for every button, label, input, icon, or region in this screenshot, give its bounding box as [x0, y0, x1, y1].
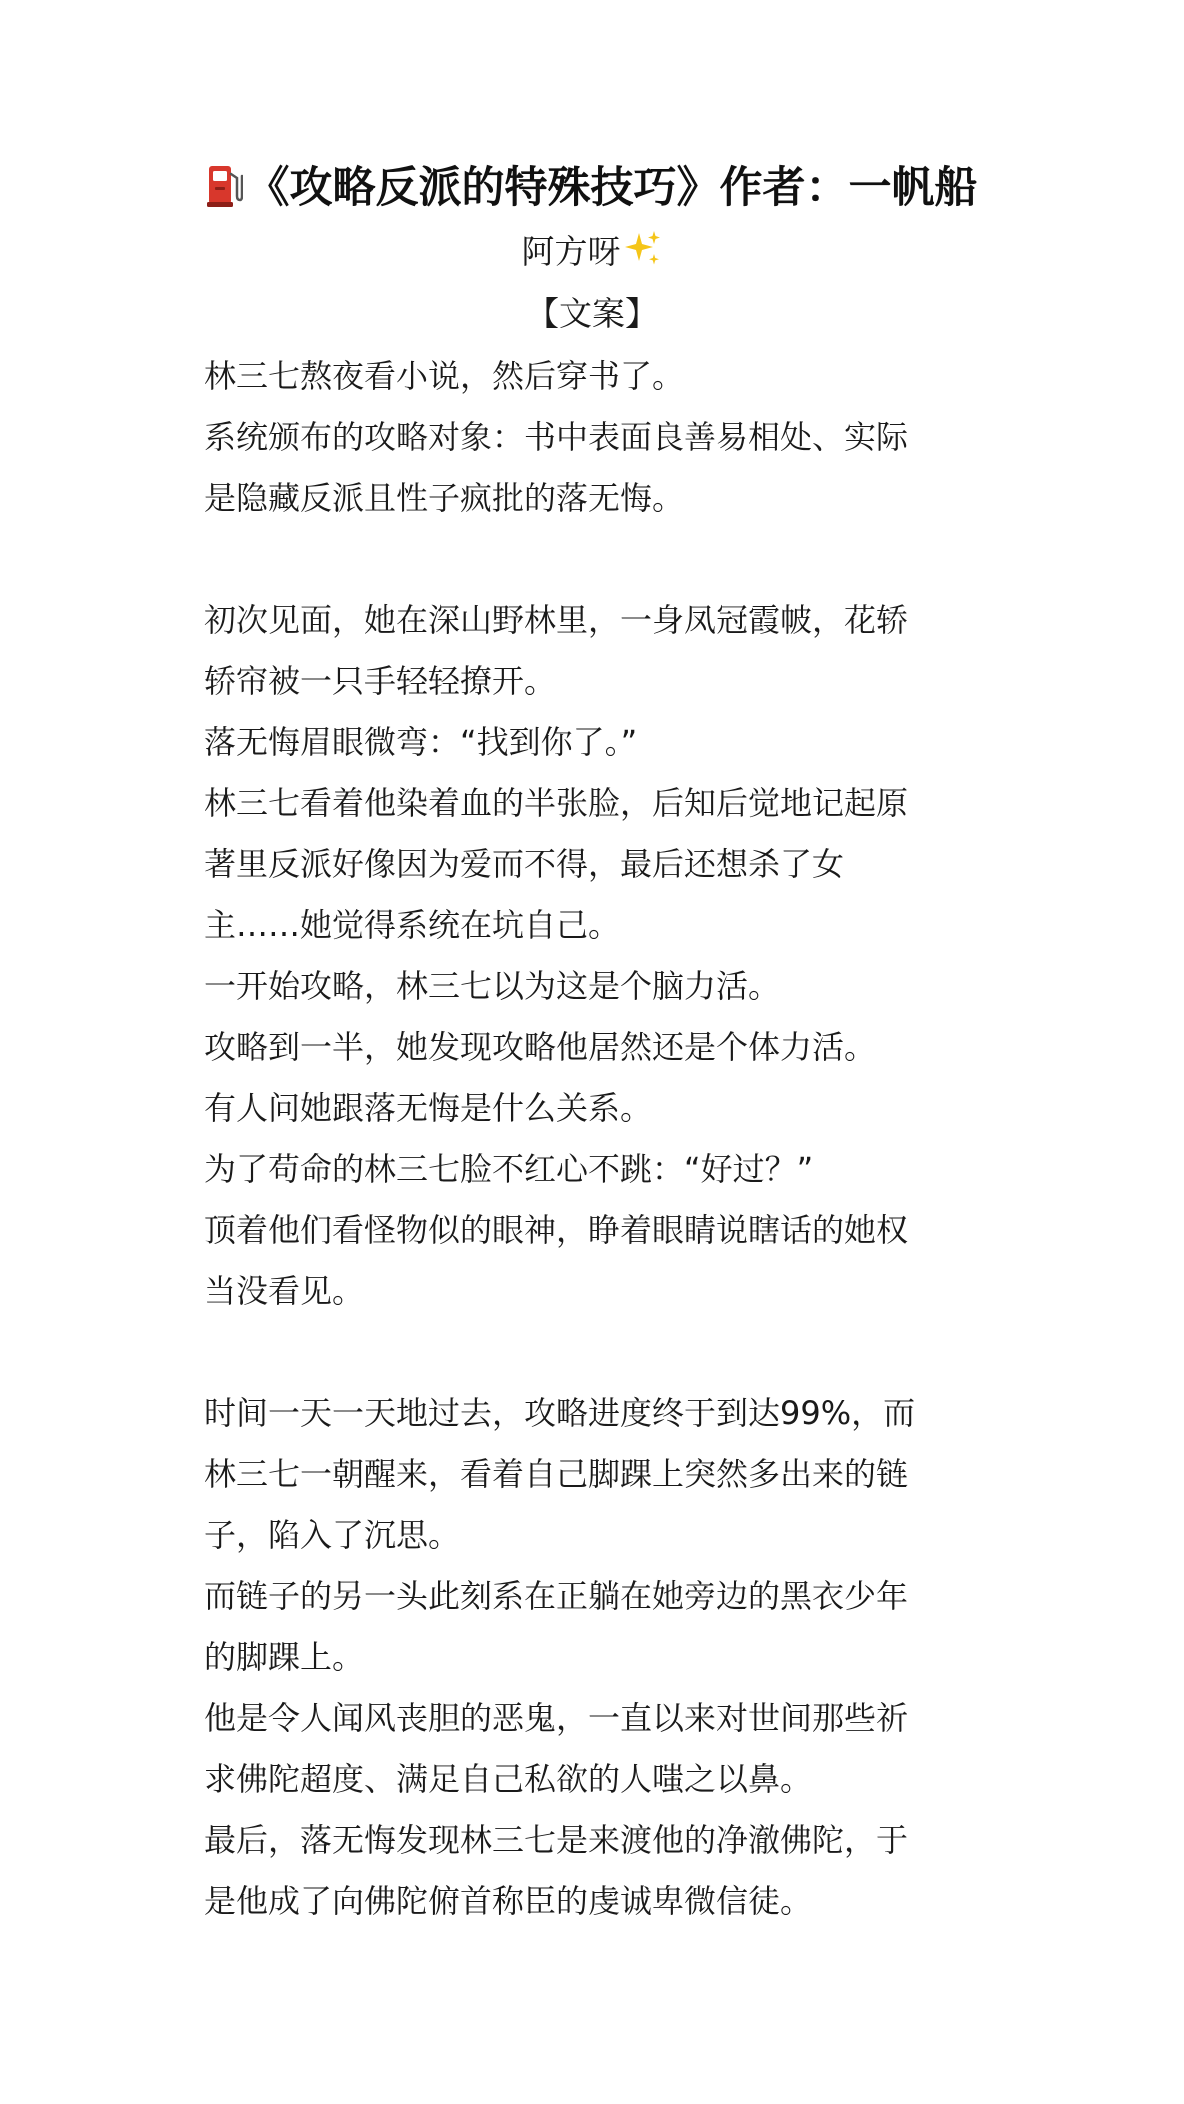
text-line: 当没看见。 [204, 1272, 365, 1310]
text-line: 是隐藏反派且性子疯批的落无悔。 [204, 479, 685, 517]
paragraph-gap [204, 1322, 1004, 1383]
subtitle-text: 阿方呀 [521, 232, 621, 271]
text-line: 林三七熬夜看小说，然后穿书了。 [204, 357, 685, 395]
text-line: 攻略到一半，她发现攻略他居然还是个体力活。 [204, 1028, 877, 1066]
text-line: 系统颁布的攻略对象：书中表面良善易相处、实际 [204, 418, 909, 456]
text-line: 是他成了向佛陀俯首称臣的虔诚卑微信徒。 [204, 1882, 813, 1920]
text-line: 最后，落无悔发现林三七是来渡他的净澈佛陀，于 [204, 1821, 909, 1859]
text-line: 林三七一朝醒来，看着自己脚踝上突然多出来的链 [204, 1455, 909, 1493]
book-title [0, 158, 1184, 218]
text-line: 他是令人闻风丧胆的恶鬼，一直以来对世间那些祈 [204, 1699, 909, 1737]
text-line: 一开始攻略，林三七以为这是个脑力活。 [204, 967, 781, 1005]
text-line: 为了苟命的林三七脸不红心不跳：“好过？” [204, 1150, 814, 1188]
text-line: 有人问她跟落无悔是什么关系。 [204, 1089, 653, 1127]
text-line: 求佛陀超度、满足自己私欲的人嗤之以鼻。 [204, 1760, 813, 1798]
sparkles-icon [623, 229, 663, 269]
text-line: 而链子的另一头此刻系在正躺在她旁边的黑衣少年 [204, 1577, 909, 1615]
text-line: 林三七看着他染着血的半张脸，后知后觉地记起原 [204, 784, 909, 822]
text-line: 主……她觉得系统在坑自己。 [204, 906, 621, 944]
text-line: 著里反派好像因为爱而不得，最后还想杀了女 [204, 845, 845, 883]
text-line: 落无悔眉眼微弯：“找到你了。” [204, 723, 638, 761]
section-heading: 【文案】 [526, 294, 658, 333]
text-line: 初次见面，她在深山野林里，一身凤冠霞帔，花轿 [204, 601, 909, 639]
synopsis-body [204, 346, 1004, 1932]
fuel-pump-icon [207, 162, 243, 208]
text-line: 时间一天一天地过去，攻略进度终于到达99%，而 [204, 1394, 916, 1432]
text-line: 顶着他们看怪物似的眼神，睁着眼睛说瞎话的她权 [204, 1211, 909, 1249]
title-text: 《攻略反派的特殊技巧》作者：一帆船 [246, 163, 978, 213]
paragraph-gap [204, 529, 1004, 590]
text-line: 子，陷入了沉思。 [204, 1516, 461, 1554]
author-subtitle [0, 226, 1184, 278]
text-line: 的脚踝上。 [204, 1638, 365, 1676]
text-line: 轿帘被一只手轻轻撩开。 [204, 662, 557, 700]
